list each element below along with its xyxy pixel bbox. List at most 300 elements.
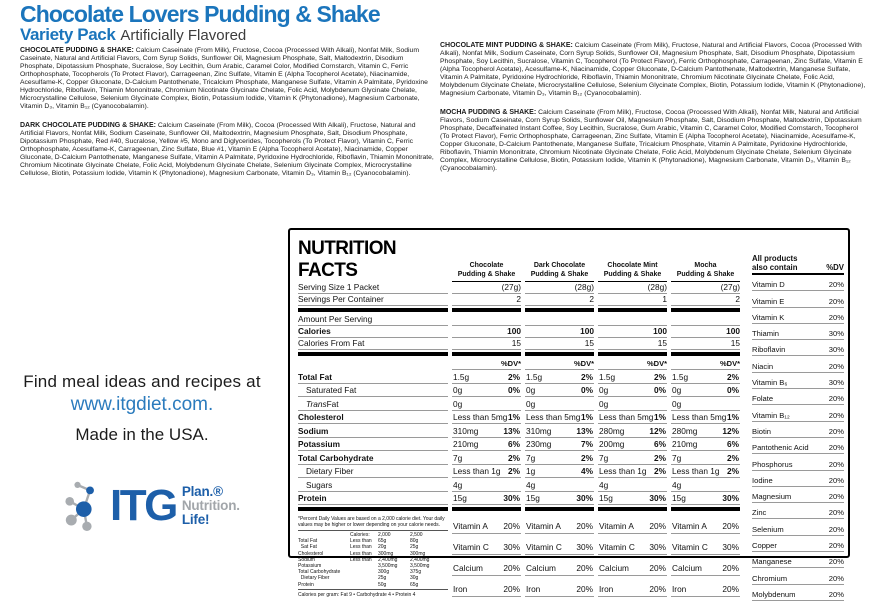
amount-value: 1.5g	[453, 371, 470, 382]
dv-value: 13%	[503, 425, 520, 436]
nutrient-value-cell	[598, 370, 667, 384]
footnote-table-header: Calories:	[350, 532, 370, 538]
amount-value: 0g	[526, 385, 536, 395]
sidebar-item	[752, 389, 844, 405]
amount-value: 15g	[526, 493, 540, 503]
dv-value: 2%	[727, 466, 739, 476]
logo-tagline	[182, 485, 240, 527]
vitamin-dv: 30%	[649, 541, 666, 552]
all-products-sidebar	[752, 236, 844, 599]
dv-value: 2%	[727, 371, 739, 382]
vitamin-cell	[598, 577, 667, 597]
sidebar-item-label: Vitamin D	[752, 280, 785, 290]
thick-divider	[298, 352, 448, 356]
vitamin-cell	[452, 535, 521, 555]
vitamin-cell	[525, 577, 594, 597]
vitamin-dv: 20%	[722, 521, 739, 531]
vitamin-dv: 20%	[649, 521, 666, 531]
nutrient-label: Cholesterol	[298, 411, 448, 425]
thick-divider	[525, 352, 594, 356]
dv-value: 4%	[581, 466, 593, 476]
dv-value: 30%	[576, 493, 593, 503]
product-name-line1: Chocolate Mint	[607, 262, 658, 270]
nutrient-value-cell	[671, 492, 740, 506]
ingredients-chocolate: CHOCOLATE PUDDING & SHAKE: Calcium Caseinate (From Milk), Fructose, Cocoa (Processed With Alkali), Nonfat Milk, Sodium Caseinate, Natural and Artificial Flavors, Corn Syrup Solids, Sunflower Oil, Magnesium Phosphate, Salt, Maltodextrin, Disodium Phosphate, Dipotassium Phosphate, Sucralose, Soy Lecithin, Gum Arabic, Caramel Color, Modified Cornstarch, Vitamin C, Ferric Orthophosphate, Tocopherols (To Protect Flavor), Carrageenan, Zinc Sulfate, Vitamin E (Alpha Tocopherol Acetate), Niacinamide, Acesulfame-K, Copper Gluconate, D-Calcium Pantothenate, Tricalcium Phosphate, Manganese Sulfate, Vitamin A Palmitate, Pyridoxine Hydrochloride, Riboflavin, Thiamin Mononitrate, Chromium Nicotinate Glycinate Chelate, Folic Acid, Molybdenum Glycinate Chelate, Microcrystalline Cellulose, Selenium Glycinate Complex, Biotin, Potassium Iodide, Vitamin K (Phytonadione), Magnesium Carbonate, Vitamin D₃, Vitamin B₁₂ (Cyanocobalamin).	[20, 47, 428, 110]
nutrient-value-cell	[598, 438, 667, 452]
thick-divider	[598, 352, 667, 356]
row-value	[452, 314, 521, 326]
nutrient-value-cell	[452, 397, 521, 411]
sidebar-header-line2: also contain	[752, 263, 798, 272]
sidebar-item	[752, 373, 844, 389]
amount-value: 0g	[526, 398, 536, 409]
amount-value: 1.5g	[599, 371, 616, 382]
vitamin-label: Vitamin A	[453, 521, 488, 531]
sidebar-item-list	[752, 275, 844, 601]
footnote-table-cell: 2,400mg	[410, 556, 430, 563]
made-in-usa-text: Made in the USA.	[75, 425, 209, 444]
row-value: (28g)	[525, 282, 594, 294]
vitamin-cell	[525, 514, 594, 534]
percent-dv-header: %DV*	[452, 359, 521, 370]
nutrient-label: Sugars	[298, 478, 448, 492]
amount-value: 1.5g	[526, 371, 543, 382]
footnote-table-cell: 300mg	[378, 550, 394, 557]
amount-value: Less than 1g	[672, 466, 720, 476]
sidebar-item-dv: 30%	[828, 345, 844, 355]
footnote-table-cell: Sat Fat	[298, 544, 317, 551]
row-value: 100	[525, 326, 594, 338]
row-value: 15	[525, 338, 594, 350]
row-value: 100	[598, 326, 667, 338]
footnote-table-cell: Cholesterol	[298, 550, 324, 557]
nutrient-label: Saturated Fat	[298, 384, 448, 398]
thick-divider	[525, 308, 594, 312]
sidebar-item-dv: 20%	[828, 492, 844, 502]
vitamin-dv: 20%	[503, 521, 520, 531]
footnote-table-cell: Less than	[350, 550, 372, 557]
sidebar-item-label: Riboflavin	[752, 345, 786, 355]
vitamin-dv: 20%	[576, 583, 593, 594]
nutrient-label: Potassium	[298, 438, 448, 452]
thick-divider	[452, 308, 521, 312]
label-header	[20, 3, 380, 45]
subtitle: Variety Pack	[20, 25, 116, 45]
amount-value: 310mg	[526, 425, 552, 436]
daily-values-footnote	[298, 514, 448, 598]
nutrient-value-cell	[525, 424, 594, 438]
vitamin-cell	[598, 514, 667, 534]
sidebar-item-label: Niacin	[752, 361, 774, 371]
nutrient-value-cell	[525, 492, 594, 506]
vitamin-label: Iron	[672, 583, 687, 594]
nutrient-value-cell	[598, 478, 667, 492]
amount-value: 15g	[672, 493, 686, 503]
vitamin-dv: 20%	[722, 583, 739, 594]
product-column-header	[525, 262, 594, 282]
row-value: 15	[671, 338, 740, 350]
logo-tagline-line: Plan.®	[181, 483, 223, 499]
footnote-table-cell: 375g	[410, 569, 422, 576]
amount-value: 280mg	[599, 425, 625, 436]
amount-value: 210mg	[672, 439, 698, 449]
sidebar-item-label: Selenium	[752, 524, 784, 534]
sidebar-item-label: Vitamin E	[752, 296, 785, 306]
vitamin-label: Iron	[453, 583, 468, 594]
amount-value: 1g	[526, 466, 536, 476]
amount-value: Less than 1g	[453, 466, 501, 476]
vitamin-cell	[671, 514, 740, 534]
footnote-table-cell: 65g	[378, 538, 387, 545]
ingredients-left-column	[20, 47, 436, 189]
nutrient-label: Protein	[298, 492, 448, 506]
dv-value: 2%	[508, 371, 520, 382]
vitamin-cell	[452, 514, 521, 534]
nutrient-value-cell	[671, 438, 740, 452]
sidebar-item-label: Iodine	[752, 475, 773, 485]
sidebar-item	[752, 568, 844, 584]
sidebar-item	[752, 487, 844, 503]
dv-value: 2%	[727, 452, 739, 463]
nutrient-value-cell	[598, 397, 667, 411]
nutrient-value-cell	[671, 397, 740, 411]
nutrient-value-cell	[671, 424, 740, 438]
footnote-table-cell	[350, 582, 378, 588]
amount-value: 0g	[672, 398, 682, 409]
vitamin-dv: 30%	[722, 541, 739, 552]
sidebar-dv-label: %DV	[826, 263, 844, 272]
amount-value: 0g	[599, 385, 609, 395]
vitamin-dv: 20%	[722, 562, 739, 573]
promo-line1: Find meal ideas and recipes at	[23, 372, 261, 391]
vitamin-label: Vitamin A	[526, 521, 561, 531]
dv-value: 6%	[508, 439, 520, 449]
product-name-line1: Dark Chocolate	[533, 262, 586, 270]
footnote-table-cell: 3,500mg	[410, 563, 430, 570]
row-value: 2	[452, 294, 521, 306]
nutrition-facts-panel	[288, 228, 850, 599]
page-title: Chocolate Lovers Pudding & Shake	[20, 1, 380, 27]
thick-divider	[298, 507, 448, 511]
amount-value: 280mg	[672, 425, 698, 436]
nutrient-value-cell	[671, 384, 740, 398]
row-label: Calories	[298, 326, 448, 338]
dv-value: 13%	[576, 425, 593, 436]
ingredients-dark-chocolate: DARK CHOCOLATE PUDDING & SHAKE: Calcium Caseinate (From Milk), Cocoa (Processed With Alkali), Fructose, Natural and Artificial Flavors, Nonfat Milk, Sodium Caseinate, Sunflower Oil, Maltodextrin, Magnesium Phosphate, Salt, Disodium Phosphate, Dipotassium Phosphate, Red #40, Sucralose, Yellow #5, Mono and Diglycerides, Tocopherols (To Protect Flavor), Vitamin C, Ferric Orthophosphate, Acesulfame-K, Carrageenan, Zinc Sulfate, Blue #1, Vitamin E (Alpha Tocopherol Acetate), Niacinamide, Copper Gluconate, D-Calcium Pantothenate, Manganese Sulfate, Vitamin A Palmitate, Pyridoxine Hydrochloride, Riboflavin, Thiamin Mononitrate, Chromium Nicotinate Glycinate Chelate, Folic Acid, Molybdenum Glycinate Chelate, Selenium Glycinate Complex, Microcrystalline Cellulose, Biotin, Potassium Iodide, Vitamin K (Phytonadione), Magnesium Carbonate, Vitamin D₃, Vitamin B₁₂ (Cyanocobalamin).	[20, 122, 434, 177]
product-column-header	[452, 262, 521, 282]
footnote-table-cell: Sodium	[298, 556, 315, 563]
dv-value: 2%	[581, 371, 593, 382]
sidebar-item	[752, 471, 844, 487]
logo-tagline-line: Life!	[181, 512, 210, 528]
product-column-header	[671, 262, 740, 282]
sidebar-item	[752, 356, 844, 372]
sidebar-item-label: Folate	[752, 394, 774, 404]
dv-value: 2%	[581, 452, 593, 463]
vitamin-cell	[671, 535, 740, 555]
amount-value: Less than 5mg	[672, 412, 727, 422]
amount-value: 0g	[453, 398, 463, 409]
dv-value: 7%	[581, 439, 593, 449]
footnote-table-cell: 25g	[378, 575, 387, 582]
website-url: www.itgdiet.com.	[70, 394, 214, 415]
dv-value: 1%	[508, 412, 520, 422]
dv-value: 30%	[722, 493, 739, 503]
molecule-logo-icon	[60, 481, 106, 531]
sidebar-item-label: Phosphorus	[752, 459, 793, 469]
row-value: (27g)	[671, 282, 740, 294]
nutrient-value-cell	[525, 438, 594, 452]
sidebar-item-dv: 20%	[828, 475, 844, 485]
dv-value: 0%	[581, 385, 593, 395]
amount-value: Less than 1g	[599, 466, 647, 476]
nutrient-value-cell	[525, 370, 594, 384]
thick-divider	[298, 308, 448, 312]
product-name-line1: Mocha	[694, 262, 717, 270]
row-value: 1	[598, 294, 667, 306]
sidebar-item-label: Vitamin B₁₂	[752, 410, 790, 420]
logo-tagline-line: Nutrition.	[181, 497, 240, 513]
nutrient-value-cell	[452, 370, 521, 384]
dv-value: 2%	[508, 466, 520, 476]
percent-dv-header: %DV*	[598, 359, 667, 370]
sidebar-item-dv: 20%	[828, 394, 844, 404]
amount-value: Less than 5mg	[599, 412, 654, 422]
footnote-table-cell: Less than	[350, 538, 372, 545]
sidebar-item-label: Copper	[752, 541, 777, 551]
sidebar-item	[752, 405, 844, 421]
nutrient-value-cell	[598, 411, 667, 425]
vitamin-cell	[671, 556, 740, 576]
sidebar-item-label: Molybdenum	[752, 589, 796, 599]
nutrient-value-cell	[452, 384, 521, 398]
sidebar-item	[752, 503, 844, 519]
nutrient-label: Dietary Fiber	[298, 465, 448, 479]
ingredients-right-column	[440, 42, 866, 184]
nutrition-table	[298, 236, 744, 598]
itg-logo	[60, 481, 240, 531]
nutrient-value-cell	[671, 465, 740, 479]
amount-value: 7g	[672, 452, 682, 463]
sidebar-item	[752, 308, 844, 324]
nutrient-value-cell	[452, 451, 521, 465]
promo-block	[8, 372, 276, 445]
ingredients-mocha: MOCHA PUDDING & SHAKE: Calcium Caseinate (From Milk), Fructose, Cocoa (Processed With Alkali), Nonfat Milk, Natural and Artificial Flavors, Sodium Caseinate, Corn Syrup Solids, Sunflower Oil, Magnesium Phosphate, Salt, Disodium Phosphate, Maltodextrin, Dipotassium Phosphate, Decaffeinated Instant Coffee, Soy Lecithin, Sucralose, Gum Arabic, Vitamin C, Caramel Color, Modified Cornstarch, Tocopherol (To Protect Flavor), Ferric Orthophosphate, Carrageenan, Zinc Sulfate, Vitamin E (Alpha Tocopherol Acetate), Niacinamide, Acesulfame-K, Copper Gluconate, D-Calcium Pantothenate, Manganese Sulfate, Tricalcium Phosphate, Vitamin A Palmitate, Pyridoxine Hydrochloride, Riboflavin, Thiamin Mononitrate, Chromium Nicotinate Glycinate Chelate, Folic Acid, Molybdenum Glycinate Chelate, Selenium Glycinate Complex, Microcrystalline Cellulose, Biotin, Potassium Iodide, Vitamin K (Phytonadione), Magnesium Carbonate, Vitamin D₃, Vitamin B₁₂ (Cyanocobalamin).	[440, 109, 862, 172]
footnote-table-cell: 50g	[378, 581, 387, 588]
dv-value: 6%	[654, 439, 666, 449]
sidebar-item-label: Magnesium	[752, 492, 792, 502]
vitamin-dv: 30%	[576, 541, 593, 552]
product-column-header	[598, 262, 667, 282]
dv-value: 1%	[727, 412, 739, 422]
amount-value: Less than 5mg	[526, 412, 581, 422]
amount-value: 210mg	[453, 439, 479, 449]
amount-value: 7g	[526, 452, 536, 463]
sidebar-item	[752, 454, 844, 470]
thick-divider	[452, 352, 521, 356]
nutrient-label: Sodium	[298, 424, 448, 438]
vitamin-cell	[452, 577, 521, 597]
nutrient-value-cell	[525, 384, 594, 398]
nutrient-value-cell	[452, 478, 521, 492]
footnote-table-cell: 3,500mg	[378, 563, 398, 570]
amount-value: 230mg	[526, 439, 552, 449]
nutrient-value-cell	[671, 478, 740, 492]
sidebar-item-dv: 20%	[828, 361, 844, 371]
row-label: Amount Per Serving	[298, 314, 448, 326]
dv-value: 0%	[654, 385, 666, 395]
thick-divider	[671, 352, 740, 356]
ingredient-list-name: DARK CHOCOLATE PUDDING & SHAKE:	[20, 122, 156, 129]
dv-value: 2%	[654, 371, 666, 382]
vitamin-cell	[525, 556, 594, 576]
vitamin-label: Vitamin C	[599, 541, 635, 552]
footnote-table-cell: Dietary Fiber	[298, 575, 330, 582]
product-name-line2: Pudding & Shake	[530, 270, 589, 278]
dv-value: 6%	[727, 439, 739, 449]
nutrient-value-cell	[598, 424, 667, 438]
amount-value: 15g	[599, 493, 613, 503]
row-value: 15	[452, 338, 521, 350]
sidebar-item-dv: 20%	[828, 524, 844, 534]
row-value	[671, 314, 740, 326]
ingredient-list-name: CHOCOLATE MINT PUDDING & SHAKE:	[440, 42, 573, 49]
nutrient-value-cell	[671, 411, 740, 425]
vitamin-cell	[598, 556, 667, 576]
ingredient-list-name: MOCHA PUDDING & SHAKE:	[440, 109, 537, 116]
sidebar-item-dv: 20%	[828, 541, 844, 551]
sidebar-item-dv: 20%	[828, 280, 844, 290]
sidebar-item-dv: 20%	[828, 557, 844, 567]
row-value: 2	[671, 294, 740, 306]
row-value: (27g)	[452, 282, 521, 294]
amount-value: 4g	[599, 479, 609, 490]
nutrition-title: NUTRITION FACTS	[298, 238, 397, 281]
dv-value: 0%	[727, 385, 739, 395]
row-value	[525, 314, 594, 326]
sidebar-item-dv: 20%	[828, 410, 844, 420]
sidebar-item	[752, 552, 844, 568]
row-label: Servings Per Container	[298, 294, 448, 306]
nutrient-value-cell	[525, 397, 594, 411]
sidebar-item	[752, 585, 844, 601]
vitamin-cell	[598, 535, 667, 555]
amount-value: 1.5g	[672, 371, 689, 382]
thick-divider	[671, 507, 740, 511]
vitamin-dv: 20%	[503, 562, 520, 573]
vitamin-dv: 20%	[649, 583, 666, 594]
footnote-table-cell: Less than	[350, 556, 372, 563]
dv-value: 2%	[654, 466, 666, 476]
sidebar-item	[752, 340, 844, 356]
footnote-table-cell: 25g	[410, 544, 419, 551]
vitamin-dv: 20%	[503, 583, 520, 594]
vitamin-label: Vitamin C	[453, 541, 489, 552]
sidebar-item-dv: 20%	[828, 459, 844, 469]
percent-dv-header: %DV*	[671, 359, 740, 370]
vitamin-dv: 20%	[649, 562, 666, 573]
amount-value: 7g	[453, 452, 463, 463]
sidebar-item-dv: 20%	[828, 296, 844, 306]
nutrition-grid	[298, 236, 744, 513]
subtitle-note: Artificially Flavored	[120, 27, 247, 45]
sidebar-item	[752, 291, 844, 307]
nutrient-value-cell	[452, 492, 521, 506]
vitamin-label: Iron	[526, 583, 541, 594]
footnote-table-header: 2,500	[410, 532, 423, 538]
ingredients-chocolate-mint: CHOCOLATE MINT PUDDING & SHAKE: Calcium Caseinate (From Milk), Fructose, Natural and Artificial Flavors, Cocoa (Processed With Alkali), Nonfat Milk, Sodium Caseinate, Corn Syrup Solids, Sunflower Oil, Magnesium Phosphate, Salt, Disodium Phosphate, Dipotassium Phosphate, Soy Lecithin, Sucralose, Vitamin C, Tocopherol (To Protect Flavor), Ferric Orthophosphate, Carrageenan, Zinc Sulfate, Vitamin E (Alpha Tocopherol Acetate), Acesulfame-K, Niacinamide, Copper Gluconate, D-Calcium Pantothenate, Maltodextrin, Manganese Sulfate, Vitamin A Palmitate, Pyridoxine Hydrochloride, Riboflavin, Thiamin Mononitrate, Chromium Nicotinate Glycinate Chelate, Folic Acid, Molybdenum Glycinate Chelate, Microcrystalline Cellulose, Selenium Glycinate Complex, Biotin, Potassium Iodide, Vitamin K (Phytonadione), Magnesium Carbonate, Vitamin D₃, Vitamin B₁₂ (Cyanocobalamin).	[440, 42, 866, 97]
vitamin-mineral-grid	[452, 514, 744, 598]
footnote-table-cell: 65g	[410, 581, 419, 588]
sidebar-item	[752, 324, 844, 340]
sidebar-item-dv: 20%	[828, 312, 844, 322]
footnote-table-cell: 20g	[378, 544, 387, 551]
sidebar-item-dv: 20%	[828, 508, 844, 518]
thick-divider	[598, 308, 667, 312]
sidebar-item-dv: 20%	[828, 443, 844, 453]
percent-dv-header: %DV*	[525, 359, 594, 370]
nutrient-value-cell	[671, 370, 740, 384]
product-name-line2: Pudding & Shake	[457, 270, 516, 278]
dv-value: 1%	[581, 412, 593, 422]
sidebar-item-dv: 20%	[828, 573, 844, 583]
sidebar-item	[752, 438, 844, 454]
amount-value: 0g	[453, 385, 463, 395]
row-value: 100	[671, 326, 740, 338]
nutrient-value-cell	[671, 451, 740, 465]
amount-value: Less than 5mg	[453, 412, 508, 422]
sidebar-item-label: Zinc	[752, 508, 767, 518]
nutrient-value-cell	[598, 451, 667, 465]
sidebar-item	[752, 275, 844, 291]
footnote-table-cell: Protein	[298, 581, 314, 588]
amount-value: 0g	[599, 398, 609, 409]
product-name-line2: Pudding & Shake	[676, 270, 735, 278]
vitamin-label: Calcium	[453, 562, 483, 573]
nutrient-value-cell	[452, 424, 521, 438]
sidebar-item-label: Pantothenic Acid	[752, 443, 809, 453]
dv-value: 30%	[503, 493, 520, 503]
sidebar-item-label: Vitamin K	[752, 312, 785, 322]
nutrient-value-cell	[525, 451, 594, 465]
nutrition-bottom-section	[298, 514, 744, 598]
footnote-table-cell: 80g	[410, 538, 419, 545]
vitamin-label: Vitamin C	[526, 541, 562, 552]
sidebar-item	[752, 519, 844, 535]
nutrient-value-cell	[452, 438, 521, 452]
vitamin-cell	[452, 556, 521, 576]
nutrient-value-cell	[598, 465, 667, 479]
row-value: (28g)	[598, 282, 667, 294]
row-label: Serving Size 1 Packet	[298, 282, 448, 294]
vitamin-label: Vitamin A	[599, 521, 634, 531]
amount-value: 15g	[453, 493, 467, 503]
vitamin-label: Calcium	[672, 562, 702, 573]
amount-value: 4g	[453, 479, 463, 490]
row-value	[598, 314, 667, 326]
sidebar-item-dv: 30%	[828, 378, 844, 388]
amount-value: 4g	[526, 479, 536, 490]
sidebar-item-label: Thiamin	[752, 329, 780, 339]
vitamin-dv: 20%	[576, 562, 593, 573]
sidebar-item-dv: 20%	[828, 589, 844, 599]
amount-value: 310mg	[453, 425, 479, 436]
thick-divider	[452, 507, 521, 511]
vitamin-label: Vitamin C	[672, 541, 708, 552]
sidebar-item-label: Biotin	[752, 426, 771, 436]
nutrient-label: Total Fat	[298, 370, 448, 384]
row-value: 2	[525, 294, 594, 306]
